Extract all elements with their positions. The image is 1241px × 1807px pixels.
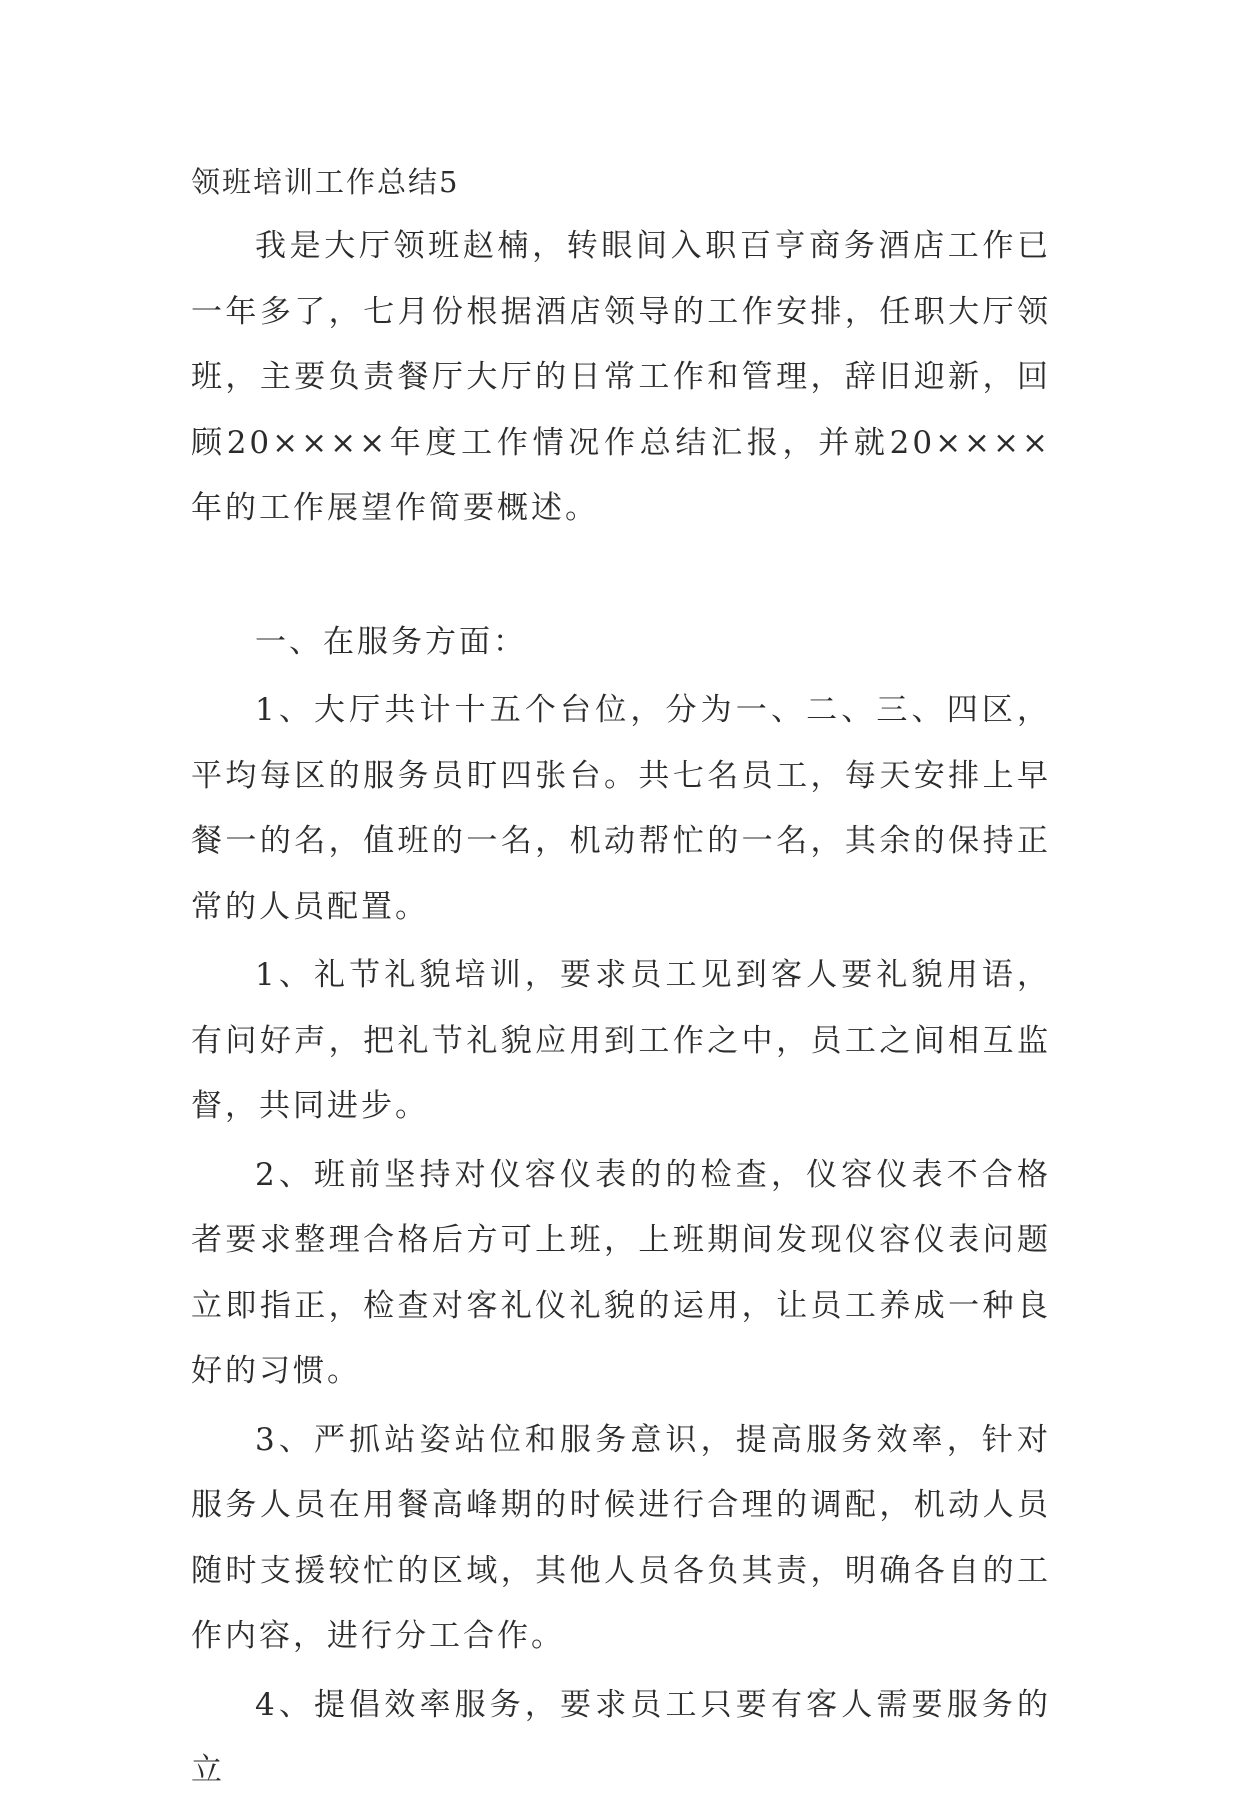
paragraph-posture-service: 3、严抓站姿站位和服务意识，提高服务效率，针对服务人员在用餐高峰期的时候进行合理的调配，机动人员随时支援较忙的区域，其他人员各负其责，明确各自的工作内容，进行分工合作。 xyxy=(191,1421,1051,1654)
document-body xyxy=(191,160,1051,1807)
paragraph-appearance-check: 2、班前坚持对仪容仪表的的检查，仪容仪表不合格者要求整理合格后方可上班，上班期间发现仪容仪表问题立即指正，检查对客礼仪礼貌的运用，让员工养成一种良好的习惯。 xyxy=(191,1156,1051,1389)
paragraph-etiquette-training: 1、礼节礼貌培训，要求员工见到客人要礼貌用语，有问好声，把礼节礼貌应用到工作之中，员工之间相互监督，共同进步。 xyxy=(191,957,1051,1124)
intro-paragraph: 我是大厅领班赵楠，转眼间入职百亨商务酒店工作已一年多了，七月份根据酒店领导的工作安排，任职大厅领班，主要负责餐厅大厅的日常工作和管理，辞旧迎新，回顾20××××年度工作情况作总结汇报，并就20××××年的工作展望作简要概述。 xyxy=(191,228,1051,526)
paragraph-efficiency-service: 4、提倡效率服务，要求员工只要有客人需要服务的立 xyxy=(191,1686,1051,1788)
paragraph-table-layout: 1、大厅共计十五个台位，分为一、二、三、四区，平均每区的服务员盯四张台。共七名员工，每天安排上早餐一的名，值班的一名，机动帮忙的一名，其余的保持正常的人员配置。 xyxy=(191,692,1051,925)
document-title: 领班培训工作总结5 xyxy=(191,165,460,199)
section-heading-service: 一、在服务方面： xyxy=(255,623,527,660)
